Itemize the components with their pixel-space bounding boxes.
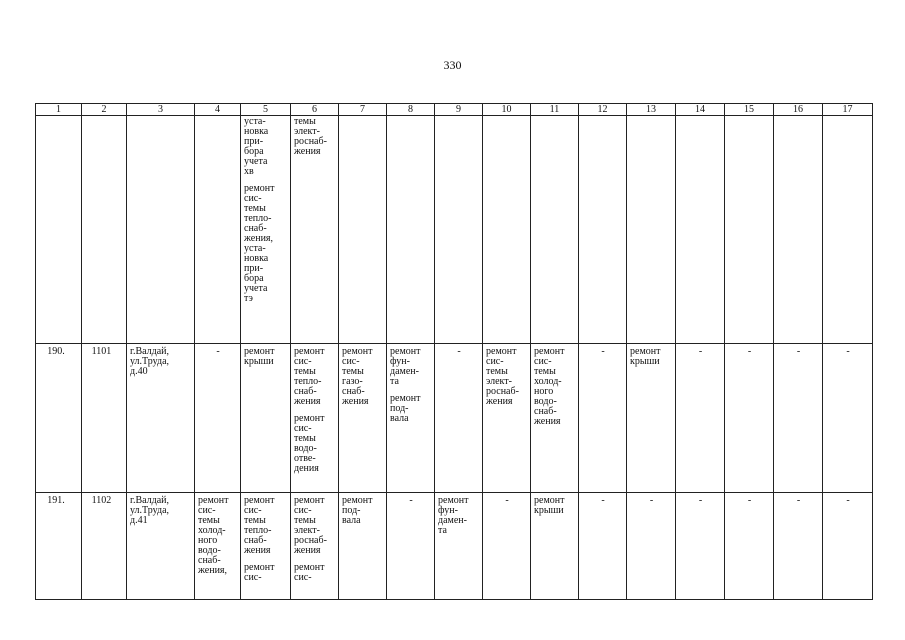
table-cell: - (627, 493, 676, 600)
table-cell (195, 493, 241, 600)
cell-text: темы элект- роснаб- жения (294, 116, 327, 157)
header-cell: 17 (823, 104, 873, 116)
header-cell: 16 (774, 104, 823, 116)
table-cell (531, 344, 579, 493)
header-cell: 1 (36, 104, 82, 116)
table-cell (774, 116, 823, 344)
table-cell: - (774, 344, 823, 493)
address-text: г.Валдай, ул.Труда, д.40 (130, 346, 170, 377)
cell-text: ремонт крыши (244, 346, 275, 367)
cell-text: ремонт фун- дамен- та (438, 495, 469, 536)
page-number: 330 (443, 58, 462, 72)
cell-text: ремонт сис- темы тепло- снаб- жения, уста- новка при- бора учета тэ (244, 183, 275, 304)
table-row (36, 116, 873, 344)
table-row (36, 493, 873, 600)
row-number-cell: 190. (36, 344, 82, 493)
address-cell (127, 344, 195, 493)
cell-text: ремонт сис- темы холод- ного водо- снаб- жения (534, 346, 565, 427)
table-cell: - (435, 344, 483, 493)
table-cell (531, 493, 579, 600)
table-cell (387, 116, 435, 344)
header-cell: 11 (531, 104, 579, 116)
repair-schedule-table (35, 103, 873, 600)
table-cell (339, 116, 387, 344)
table-cell (531, 116, 579, 344)
table-cell (241, 116, 291, 344)
table-cell: - (725, 344, 774, 493)
table-cell (483, 344, 531, 493)
table-cell (241, 493, 291, 600)
table-cell (241, 344, 291, 493)
header-cell: 8 (387, 104, 435, 116)
table-cell: - (579, 493, 627, 600)
header-cell: 7 (339, 104, 387, 116)
table-cell (676, 116, 725, 344)
row-number-cell: 191. (36, 493, 82, 600)
table-cell (823, 116, 873, 344)
cell-text: ремонт сис- (244, 562, 275, 583)
table-cell: - (387, 493, 435, 600)
code-cell: 1101 (82, 344, 127, 493)
header-cell: 13 (627, 104, 676, 116)
cell-text: ремонт под- вала (390, 393, 421, 424)
table-cell (627, 344, 676, 493)
cell-text: ремонт сис- темы газо- снаб- жения (342, 346, 373, 407)
header-cell: 3 (127, 104, 195, 116)
cell-text: уста- новка при- бора учета хв (244, 116, 269, 177)
header-row (36, 104, 873, 116)
table-cell: - (483, 493, 531, 600)
cell-text: ремонт сис- (294, 562, 325, 583)
table-cell (36, 116, 82, 344)
table-cell (579, 116, 627, 344)
code-cell: 1102 (82, 493, 127, 600)
table-cell (82, 116, 127, 344)
table-cell: - (195, 344, 241, 493)
table-cell: - (823, 344, 873, 493)
table-cell (127, 116, 195, 344)
header-cell: 9 (435, 104, 483, 116)
header-cell: 5 (241, 104, 291, 116)
table-cell (435, 493, 483, 600)
cell-text: ремонт крыши (630, 346, 661, 367)
cell-text: ремонт сис- темы тепло- снаб- жения (244, 495, 275, 556)
header-cell: 14 (676, 104, 725, 116)
header-cell: 15 (725, 104, 774, 116)
cell-text: ремонт фун- дамен- та (390, 346, 421, 387)
table-cell: - (725, 493, 774, 600)
table-cell (291, 344, 339, 493)
table-cell (627, 116, 676, 344)
table-cell: - (823, 493, 873, 600)
table-cell (195, 116, 241, 344)
address-text: г.Валдай, ул.Труда, д.41 (130, 495, 170, 526)
table-cell (339, 344, 387, 493)
table-row (36, 344, 873, 493)
header-cell: 2 (82, 104, 127, 116)
header-cell: 12 (579, 104, 627, 116)
cell-text: ремонт сис- темы водо- отве- дения (294, 413, 325, 474)
header-cell: 10 (483, 104, 531, 116)
header-cell: 6 (291, 104, 339, 116)
table-cell: - (774, 493, 823, 600)
cell-text: ремонт крыши (534, 495, 565, 516)
table-cell (483, 116, 531, 344)
table-cell (725, 116, 774, 344)
cell-text: ремонт сис- темы элект- роснаб- жения (486, 346, 519, 407)
table-cell (291, 116, 339, 344)
table-cell: - (676, 493, 725, 600)
table-cell (339, 493, 387, 600)
table-cell: - (676, 344, 725, 493)
table-cell: - (579, 344, 627, 493)
cell-text: ремонт сис- темы тепло- снаб- жения (294, 346, 325, 407)
header-cell: 4 (195, 104, 241, 116)
cell-text: ремонт сис- темы холод- ного водо- снаб- жения, (198, 495, 229, 576)
table-cell (387, 344, 435, 493)
cell-text: ремонт сис- темы элект- роснаб- жения (294, 495, 327, 556)
cell-text: ремонт под- вала (342, 495, 373, 526)
address-cell (127, 493, 195, 600)
table-cell (435, 116, 483, 344)
table-cell (291, 493, 339, 600)
